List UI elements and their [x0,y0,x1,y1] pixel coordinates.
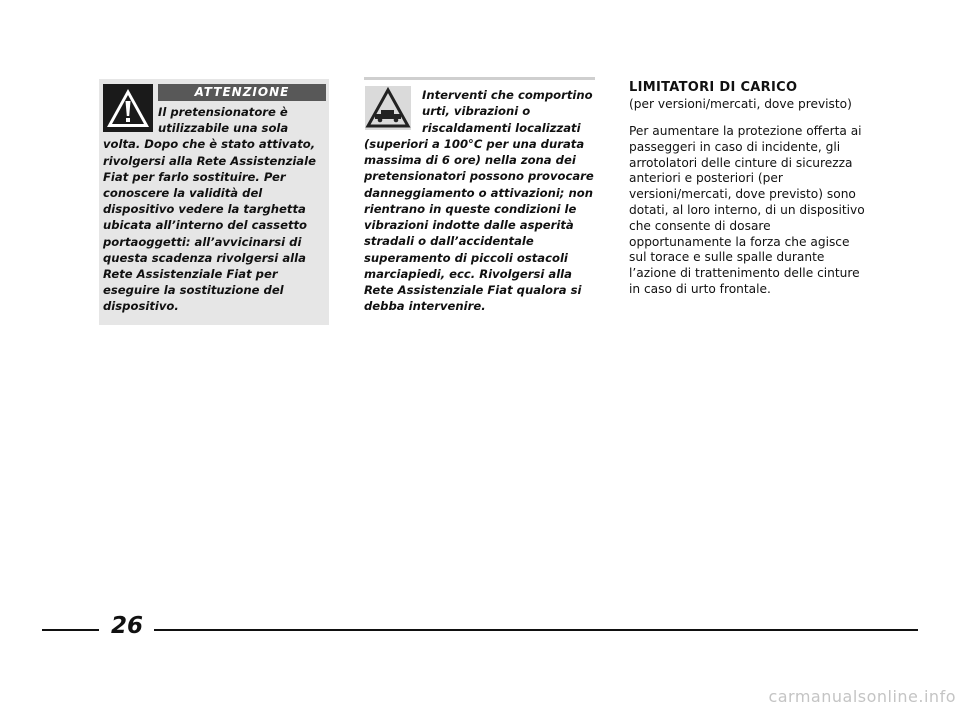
footer-rule-left [42,629,99,631]
note-top-rule [364,77,595,80]
watermark: carmanualsonline.info [768,687,956,706]
attention-text: Il pretensionatore è utilizzabile una sola volta. Dopo che è stato attivato, rivolgersi alla Rete Assistenziale Fiat per farlo sostituire. Per conoscere la validità del dispositivo vedere la targhetta ubicata all’interno del cassetto portaoggetti: all’avvicinarsi di questa scadenza rivolgersi alla Rete Assistenziale Fiat per eseguire la sostituzione del dispositivo. [103,105,316,314]
page-number: 26 [110,613,143,639]
note-text: Interventi che comportino urti, vibrazioni o riscaldamenti localizzati (superiori a 100°C per una durata massima di 6 ore) nella zona dei pretensionatori possono provocare danneggiamento o attivazioni; non rientrano in queste condizioni le vibrazioni indotte dalle asperità stradali o dall’accidentale superamento di piccoli ostacoli marciapiedi, ecc. Rivolgersi alla Rete Assistenziale Fiat qualora si debba intervenire. [364,88,594,314]
section-body: Per aumentare la protezione offerta ai passeggeri in caso di incidente, gli arrotolatori delle cinture di sicurezza anteriori e posteriori (per versioni/mercati, dove previsto) sono dotati, al loro interno, di un dispositivo che consente di dosare opportunamente la forza che agisce sul torace e sulle spalle durante l’azione di trattenimento delle cinture in caso di urto frontale. [629,124,865,296]
attention-label: ATTENZIONE [158,84,326,101]
section-title: LIMITATORI DI CARICO [629,80,798,95]
footer-rule-right [154,629,918,631]
section-subtitle: (per versioni/mercati, dove previsto) [629,97,852,111]
